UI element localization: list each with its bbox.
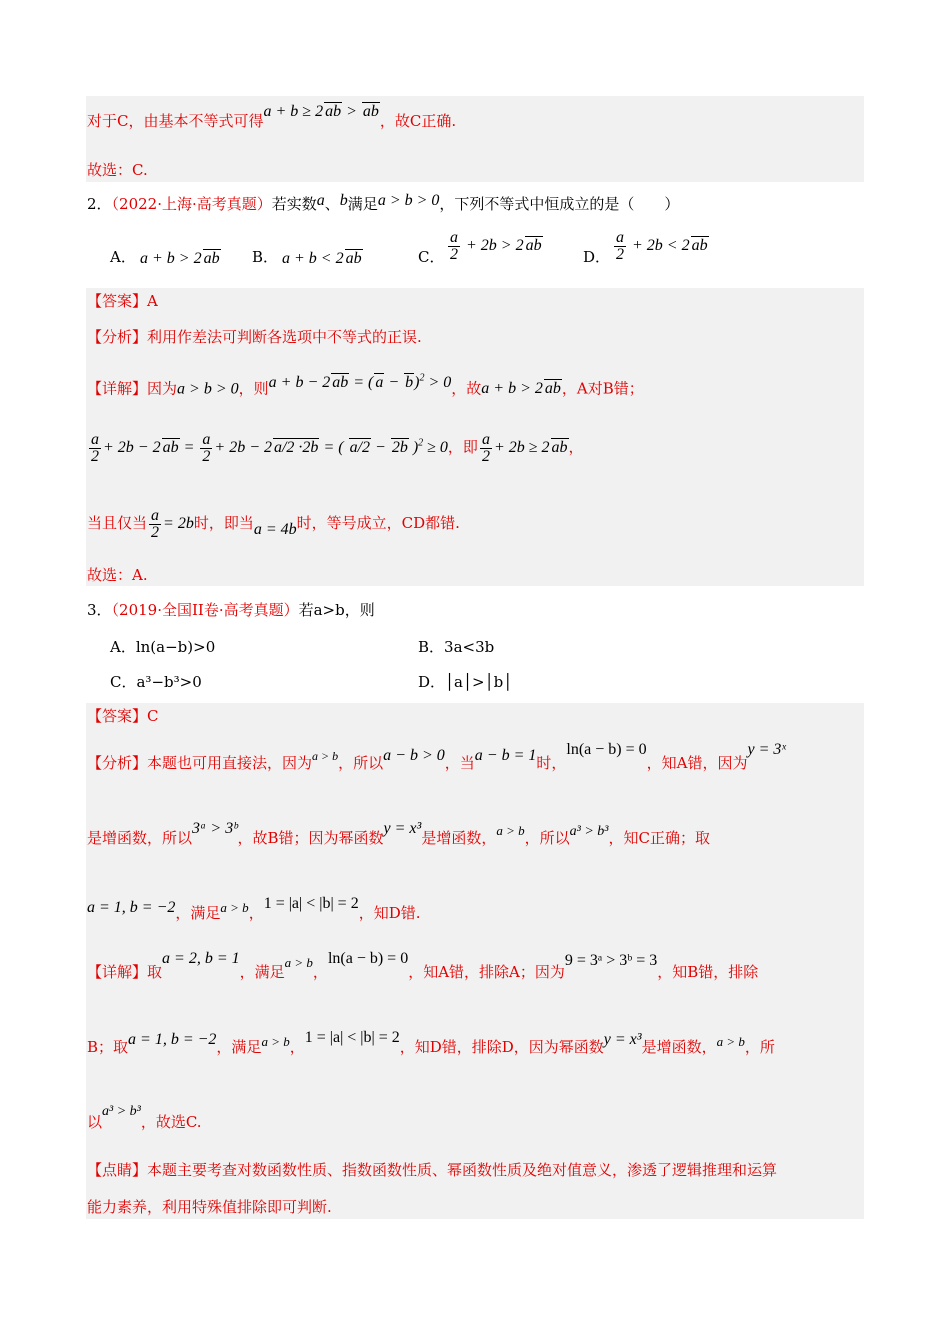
q3-option-a: A．ln(a−b)>0 — [110, 638, 216, 656]
q3-detail-line1: 【详解】取a = 2, b = 1，满足a > b，ln(a − b) = 0，知A错，排除A；因为9 = 3ᵃ > 3ᵇ = 3，知B错，排除 — [87, 950, 759, 981]
q1-option-c-analysis: 对于C，由基本不等式可得a + b ≥ 2 ab > ab，故C正确. — [87, 103, 457, 130]
question-source: （2022·上海·高考真题） — [111, 195, 272, 213]
q2-answer: 【答案】A — [87, 292, 158, 310]
q2-option-d: D． — [583, 248, 611, 266]
q3-analysis-line1: 【分析】本题也可用直接法，因为$^{a > b}$，所以a − b > 0，当a − b = 1时，ln(a − b) = 0，知A错，因为y = 3ˣ — [87, 741, 786, 772]
q2-option-a: A． — [110, 248, 136, 266]
q3-answer: 【答案】C — [87, 707, 159, 725]
q3-detail-line2: B；取a = 1, b = −2，满足a > b，1 = |a| < |b| = 2，知D错，排除D，因为幂函数y = x³是增函数，a > b，所 — [87, 1029, 775, 1056]
question-3-stem: 3．（2019·全国II卷·高考真题）若a>b，则 — [87, 601, 375, 619]
answer-block-q1-end — [86, 96, 864, 182]
q3-option-d: D．│a│>│b│ — [418, 673, 513, 691]
q3-analysis-line2: 是增函数，所以3ᵃ > 3ᵇ，故B错；因为幂函数y = x³是增函数，a > b，所以a³ > b³，知C正确；取 — [87, 820, 710, 847]
q3-note-line2: 能力素养，利用特殊值排除即可判断. — [87, 1198, 332, 1216]
q2-option-d-math: $\frac{a}{2}$ + 2b < 2 ab — [616, 229, 708, 263]
q3-note-line1: 【点睛】本题主要考查对数函数性质、指数函数性质、幂函数性质及绝对值意义，渗透了逻辑推理和运算 — [87, 1161, 778, 1179]
q2-final-choice: 故选：A. — [87, 566, 148, 584]
q3-option-c: C．a³−b³>0 — [110, 673, 202, 691]
q2-option-c-math: $\frac{a}{2}$ + 2b > 2 ab — [450, 229, 542, 263]
q3-option-b: B．3a<3b — [418, 638, 495, 656]
q2-option-a-math: a + b > 2 ab — [140, 250, 220, 267]
q2-analysis: 【分析】利用作差法可判断各选项中不等式的正误. — [87, 328, 422, 346]
q2-option-c: C． — [418, 248, 445, 266]
q1-final-choice: 故选：C. — [87, 161, 148, 179]
q2-option-b-math: a + b < 2 ab — [282, 250, 362, 267]
q3-detail-line3: 以a³ > b³，故选C. — [87, 1104, 202, 1131]
question-2-stem: 2．（2022·上海·高考真题）若实数a、b满足a > b > 0，下列不等式中恒成立的是（ ） — [87, 192, 680, 213]
q2-detail-line2: $\frac{a}{2}$ + 2b − 2 ab = $\frac{a}{2}$ + 2b − 2 a/2 ·2b = ( a/2 − 2b )$^2$ ≥ 0，即 $\frac{a}{2}$ + 2b ≥ 2 ab， — [91, 431, 584, 465]
math-inequality: a + b ≥ 2 ab > ab — [263, 103, 379, 120]
q2-detail-line3: 当且仅当 $\frac{a}{2}$ = 2b时，即当a = 4b时，等号成立，CD都错. — [87, 507, 460, 541]
q2-detail-line1: 【详解】因为a > b > 0，则a + b − 2 ab = ( a − b)$^2$ > 0，故a + b > 2 ab，A对B错； — [87, 373, 644, 398]
question-source: （2019·全国II卷·高考真题） — [111, 601, 299, 619]
q3-analysis-line3: a = 1, b = −2，满足a > b，1 = |a| < |b| = 2，知D错. — [87, 895, 421, 922]
q2-option-b: B． — [252, 248, 279, 266]
